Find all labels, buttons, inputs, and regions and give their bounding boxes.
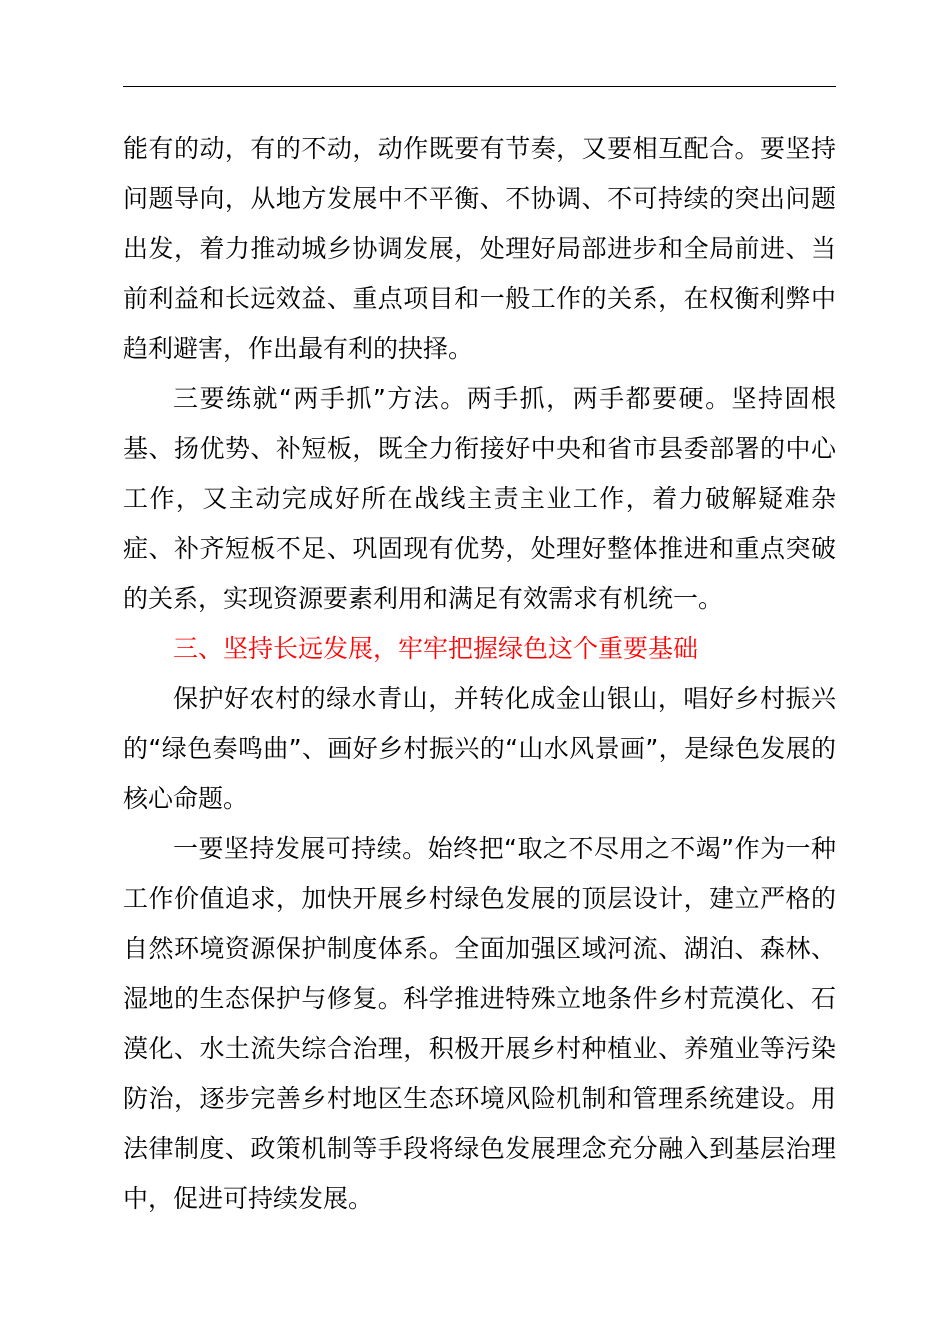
paragraph-continuation: 能有的动，有的不动，动作既要有节奏，又要相互配合。要坚持问题导向，从地方发展中不平衡、不协调、不可持续的突出问题出发，着力推动城乡协调发展，处理好局部进步和全局前进、当前利益和长远效益、重点项目和一般工作的关系，在权衡利弊中趋利避害，作出最有利的抉择。 [123,134,836,363]
document-body [123,124,836,1224]
paragraph-sustainable-development: 一要坚持发展可持续。始终把“取之不尽用之不竭”作为一种工作价值追求，加快开展乡村绿色发展的顶层设计，建立严格的自然环境资源保护制度体系。全面加强区域河流、湖泊、森林、湿地的生态保护与修复。科学推进特殊立地条件乡村荒漠化、石漠化、水土流失综合治理，积极开展乡村种植业、养殖业等污染防治，逐步完善乡村地区生态环境风险机制和管理系统建设。用法律制度、政策机制等手段将绿色发展理念充分融入到基层治理中，促进可持续发展。 [123,834,836,1213]
section-heading-green-development: 三、坚持长远发展，牢牢把握绿色这个重要基础 [173,634,699,663]
paragraph-two-hands-method: 三要练就“两手抓”方法。两手抓，两手都要硬。坚持固根基、扬优势、补短板，既全力衔接好中央和省市县委部署的中心工作，又主动完成好所在战线主责主业工作，着力破解疑难杂症、补齐短板不足、巩固现有优势，处理好整体推进和重点突破的关系，实现资源要素利用和满足有效需求有机统一。 [123,384,836,613]
header-rule [123,86,836,87]
paragraph-green-mountains: 保护好农村的绿水青山，并转化成金山银山，唱好乡村振兴的“绿色奏鸣曲”、画好乡村振兴的“山水风景画”，是绿色发展的核心命题。 [123,684,836,813]
